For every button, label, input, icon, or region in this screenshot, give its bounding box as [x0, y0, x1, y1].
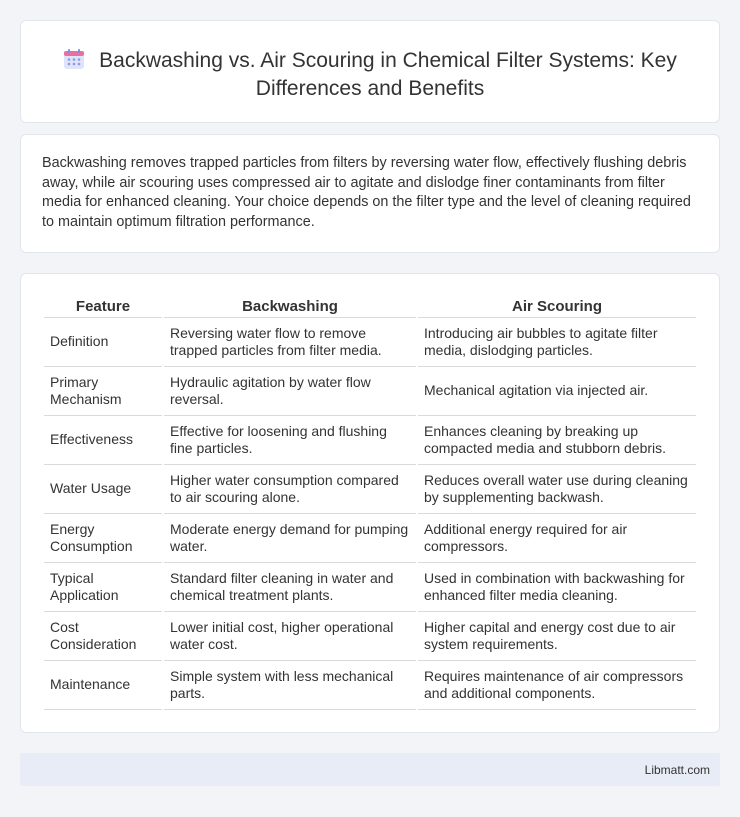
column-header-air-scouring: Air Scouring: [418, 296, 696, 318]
backwashing-cell: Higher water consumption compared to air scouring alone.: [164, 465, 416, 514]
calendar-icon: [63, 48, 85, 70]
table-row: [44, 514, 696, 563]
backwashing-cell: Effective for loosening and flushing fine particles.: [164, 416, 416, 465]
intro-paragraph: Backwashing removes trapped particles from filters by reversing water flow, effectively flushing debris away, while air scouring uses compressed air to agitate and dislodge finer contaminants from filter media for enhanced cleaning. Your choice depends on the filter type and the level of cleaning required to maintain optimum filtration performance.: [42, 155, 691, 230]
feature-cell: Maintenance: [44, 661, 162, 710]
air-scouring-cell: Higher capital and energy cost due to air system requirements.: [418, 612, 696, 661]
table-row: [44, 367, 696, 416]
feature-cell: Effectiveness: [44, 416, 162, 465]
feature-cell: Water Usage: [44, 465, 162, 514]
intro-card: [20, 134, 720, 253]
air-scouring-cell: Additional energy required for air compressors.: [418, 514, 696, 563]
feature-cell: Definition: [44, 318, 162, 367]
air-scouring-cell: Reduces overall water use during cleaning by supplementing backwash.: [418, 465, 696, 514]
table-row: [44, 416, 696, 465]
table-row: [44, 563, 696, 612]
air-scouring-cell: Mechanical agitation via injected air.: [418, 367, 696, 416]
footer-bar: [20, 753, 720, 786]
backwashing-cell: Hydraulic agitation by water flow reversal.: [164, 367, 416, 416]
table-header-row: [44, 296, 696, 318]
backwashing-cell: Lower initial cost, higher operational water cost.: [164, 612, 416, 661]
backwashing-cell: Reversing water flow to remove trapped particles from filter media.: [164, 318, 416, 367]
column-header-backwashing: Backwashing: [164, 296, 416, 318]
feature-cell: Cost Consideration: [44, 612, 162, 661]
column-header-feature: Feature: [44, 296, 162, 318]
table-row: [44, 465, 696, 514]
feature-cell: Typical Application: [44, 563, 162, 612]
backwashing-cell: Simple system with less mechanical parts.: [164, 661, 416, 710]
feature-cell: Energy Consumption: [44, 514, 162, 563]
backwashing-cell: Standard filter cleaning in water and chemical treatment plants.: [164, 563, 416, 612]
air-scouring-cell: Used in combination with backwashing for enhanced filter media cleaning.: [418, 563, 696, 612]
page-title-text: Backwashing vs. Air Scouring in Chemical Filter Systems: Key Differences and Benefits: [99, 49, 677, 100]
table-row: [44, 318, 696, 367]
feature-cell: Primary Mechanism: [44, 367, 162, 416]
comparison-card: [20, 273, 720, 733]
title-card: [20, 20, 720, 123]
backwashing-cell: Moderate energy demand for pumping water.: [164, 514, 416, 563]
footer-brand-link[interactable]: Libmatt.com: [644, 763, 710, 777]
page-title: [21, 47, 719, 103]
air-scouring-cell: Introducing air bubbles to agitate filter media, dislodging particles.: [418, 318, 696, 367]
table-row: [44, 612, 696, 661]
comparison-table: [42, 296, 698, 710]
air-scouring-cell: Enhances cleaning by breaking up compacted media and stubborn debris.: [418, 416, 696, 465]
air-scouring-cell: Requires maintenance of air compressors and additional components.: [418, 661, 696, 710]
table-row: [44, 661, 696, 710]
